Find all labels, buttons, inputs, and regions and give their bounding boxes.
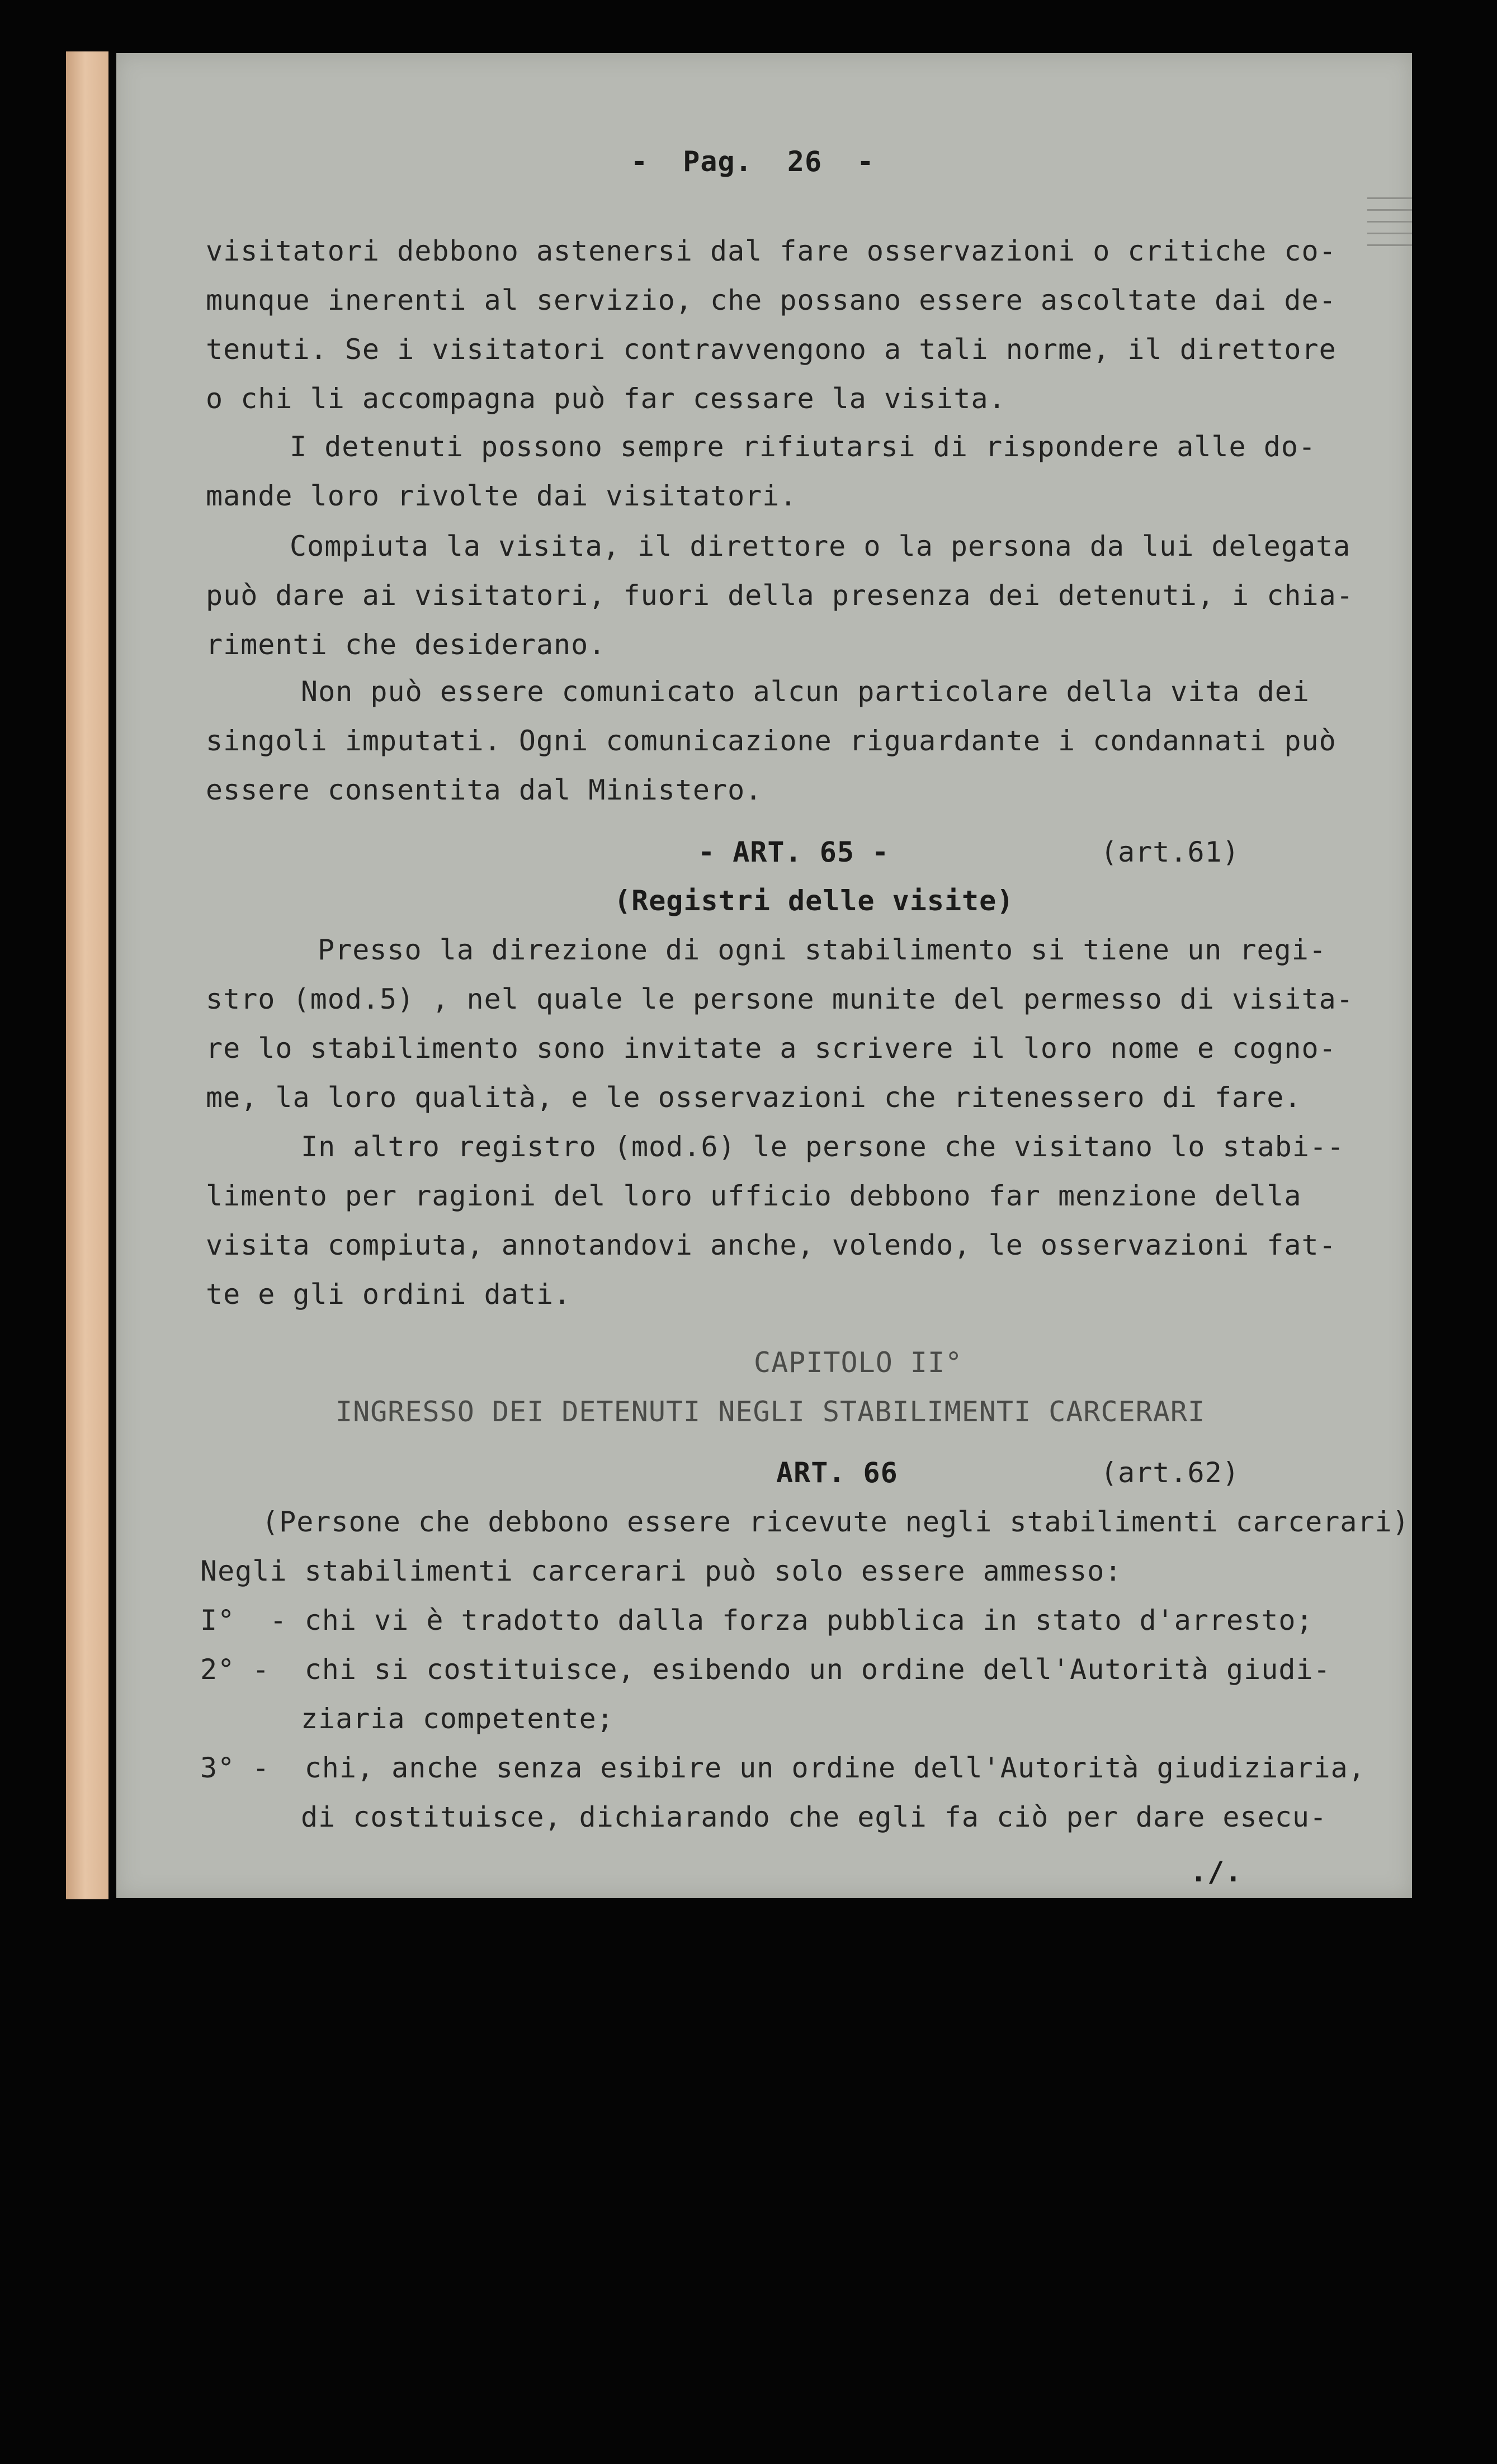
list-item-continuation: ziaria competente; bbox=[301, 1702, 614, 1735]
text-line: singoli imputati. Ogni comunicazione riguardante i condannati può bbox=[206, 725, 1337, 757]
chapter-heading: CAPITOLO II° bbox=[754, 1346, 963, 1379]
text-line: te e gli ordini dati. bbox=[206, 1278, 572, 1311]
text-line: visita compiuta, annotandovi anche, volendo, le osservazioni fat- bbox=[206, 1229, 1337, 1261]
text-line: me, la loro qualità, e le osservazioni che ritenessero di fare. bbox=[206, 1081, 1302, 1114]
text-line: visitatori debbono astenersi dal fare osservazioni o critiche co- bbox=[206, 235, 1337, 267]
text-line: Negli stabilimenti carcerari può solo essere ammesso: bbox=[200, 1555, 1122, 1587]
text-line: Compiuta la visita, il direttore o la persona da lui delegata bbox=[290, 530, 1351, 562]
page-number-header: - Pag. 26 - bbox=[631, 145, 875, 178]
chapter-title: INGRESSO DEI DETENUTI NEGLI STABILIMENTI CARCERARI bbox=[336, 1396, 1206, 1428]
continuation-mark: ./. bbox=[1190, 1856, 1243, 1888]
list-item: I° - chi vi è tradotto dalla forza pubblica in stato d'arresto; bbox=[200, 1604, 1314, 1637]
text-line: rimenti che desiderano. bbox=[206, 628, 606, 661]
text-line: stro (mod.5) , nel quale le persone munite del permesso di visita- bbox=[206, 983, 1354, 1015]
list-item-continuation: di costituisce, dichiarando che egli fa ciò per dare esecu- bbox=[301, 1801, 1328, 1833]
article-66-heading: ART. 66 bbox=[776, 1456, 898, 1489]
article-66-title: (Persone che debbono essere ricevute negli stabilimenti carcerari) bbox=[262, 1506, 1410, 1538]
article-65-heading: - ART. 65 - bbox=[698, 836, 890, 868]
typewritten-page bbox=[116, 53, 1412, 1898]
text-line: munque inerenti al servizio, che possano essere ascoltate dai de- bbox=[206, 284, 1337, 316]
article-66-reference: (art.62) bbox=[1101, 1456, 1240, 1489]
article-65-reference: (art.61) bbox=[1101, 836, 1240, 868]
text-line: o chi li accompagna può far cessare la visita. bbox=[206, 382, 1006, 415]
text-line: limento per ragioni del loro ufficio debbono far menzione della bbox=[206, 1180, 1302, 1212]
text-line: Non può essere comunicato alcun particolare della vita dei bbox=[301, 675, 1310, 708]
text-line: In altro registro (mod.6) le persone che visitano lo stabi-- bbox=[301, 1131, 1345, 1163]
list-item: 2° - chi si costituisce, esibendo un ordine dell'Autorità giudi- bbox=[200, 1653, 1331, 1686]
binding-spine bbox=[66, 51, 108, 1899]
text-line: essere consentita dal Ministero. bbox=[206, 774, 763, 806]
text-line: tenuti. Se i visitatori contravvengono a tali norme, il direttore bbox=[206, 333, 1337, 366]
text-line: può dare ai visitatori, fuori della presenza dei detenuti, i chia- bbox=[206, 579, 1354, 612]
text-line: I detenuti possono sempre rifiutarsi di rispondere alle do- bbox=[290, 431, 1316, 463]
text-line: Presso la direzione di ogni stabilimento si tiene un regi- bbox=[318, 934, 1326, 966]
article-65-title: (Registri delle visite) bbox=[614, 885, 1014, 917]
text-line: re lo stabilimento sono invitate a scrivere il loro nome e cogno- bbox=[206, 1032, 1337, 1065]
list-item: 3° - chi, anche senza esibire un ordine dell'Autorità giudiziaria, bbox=[200, 1752, 1366, 1784]
text-line: mande loro rivolte dai visitatori. bbox=[206, 480, 797, 512]
